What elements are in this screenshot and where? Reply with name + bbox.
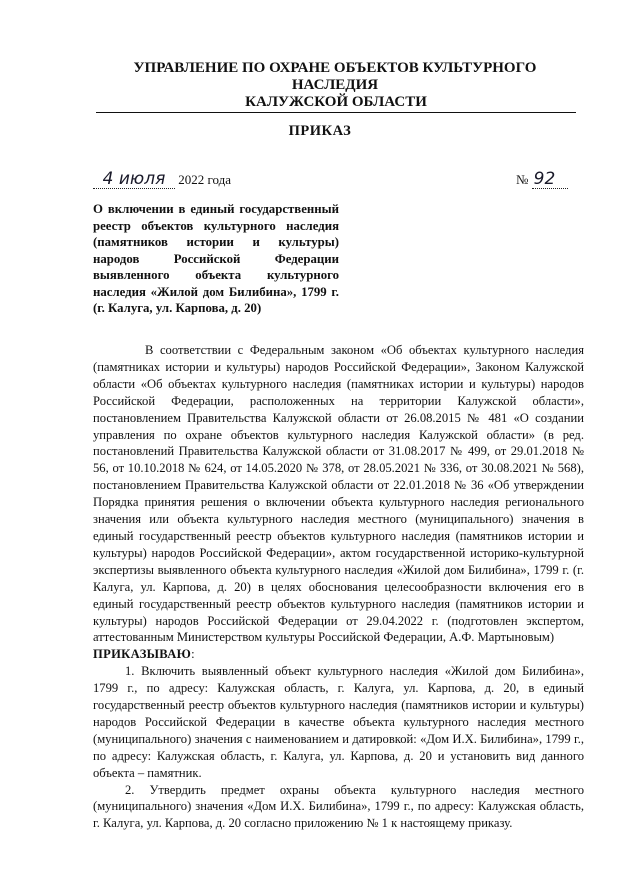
order-item-1: 1. Включить выявленный объект культурного наследия «Жилой дом Билибина», 1799 г., по адресу: Калужская область, г. Калуга, ул. Карпова, д. 20, в единый государственный реестр объектов культурного наследия (памятников истории и культуры) народов Российской Федерации в качестве объекта культурного наследия местного (муниципального) значения с наименованием и датировкой: «Дом И.Х. Билибина», 1799 г., по адресу: Калужская область, г. Калуга, ул. Карпова, д. 20 и установить вид данного объекта – памятник.: [93, 664, 584, 780]
order-subject: О включении в единый государственный реестр объектов культурного наследия (памятников истории и культуры) народов Российской Федерации выявленного объекта культурного наследия «Жилой дом Билибина», 1799 г. (г. Калуга, ул. Карпова, д. 20): [93, 202, 339, 315]
organization-title-line1: УПРАВЛЕНИЕ ПО ОХРАНЕ ОБЪЕКТОВ КУЛЬТУРНОГО НАСЛЕДИЯ: [133, 60, 537, 93]
organization-title: [90, 60, 580, 113]
document-type: ПРИКАЗ: [288, 123, 352, 139]
order-body: [93, 342, 584, 832]
command-colon: :: [191, 647, 195, 662]
document-date: [93, 170, 231, 189]
preamble-paragraph: В соответствии с Федеральным законом «Об объектах культурного наследия (памятниках истории и культуры) народов Российской Федерации», Законом Калужской области «Об объектах культурного наследия (памятниках истории и культуры) народов Российской Федерации, расположенных на территории Калужской области», постановлением Правительства Калужской области от 26.08.2015 № 481 «О создании управления по охране объектов культурного наследия Калужской области» (в ред. постановлений Правительства Калужской области от 31.08.2017 № 499, от 29.01.2018 № 56, от 10.10.2018 № 624, от 14.05.2020 № 378, от 28.05.2021 № 336, от 30.08.2021 № 568), постановлением Правительства Калужской области от 22.01.2018 № 36 «Об утверждении Порядка принятия решения о включении объекта культурного наследия регионального значения или объекта культурного наследия местного (муниципального) значения в единый государственный реестр объектов культурного наследия (памятников истории и культуры) народов Российской Федерации», актом государственной историко-культурной экспертизы выявленного объекта культурного наследия «Жилой дом Билибина», 1799 г. (г. Калуга, ул. Карпова, д. 20) в целях обоснования целесообразности включения его в единый государственный реестр объектов культурного наследия (памятников истории и культуры) народов Российской Федерации от 29.04.2022 г. (подготовлен экспертом, аттестованным Министерством культуры Российской Федерации, А.Ф. Мартыновым): [93, 343, 584, 645]
command-line: [93, 646, 584, 663]
order-item-2: 2. Утвердить предмет охраны объекта культурного наследия местного (муниципального) значения «Дом И.Х. Билибина», 1799 г., по адресу: Калужская область, г. Калуга, ул. Карпова, д. 20 согласно приложению № 1 к настоящему приказу.: [93, 782, 584, 831]
command-word: ПРИКАЗЫВАЮ: [93, 647, 192, 662]
handwritten-number: 92: [532, 170, 568, 189]
number-prefix: №: [516, 172, 529, 187]
document-number: [516, 170, 568, 189]
organization-title-line2: КАЛУЖСКОЙ ОБЛАСТИ: [96, 94, 576, 113]
handwritten-date: 4 июля: [93, 170, 175, 189]
date-year: 2022 года: [178, 172, 232, 187]
